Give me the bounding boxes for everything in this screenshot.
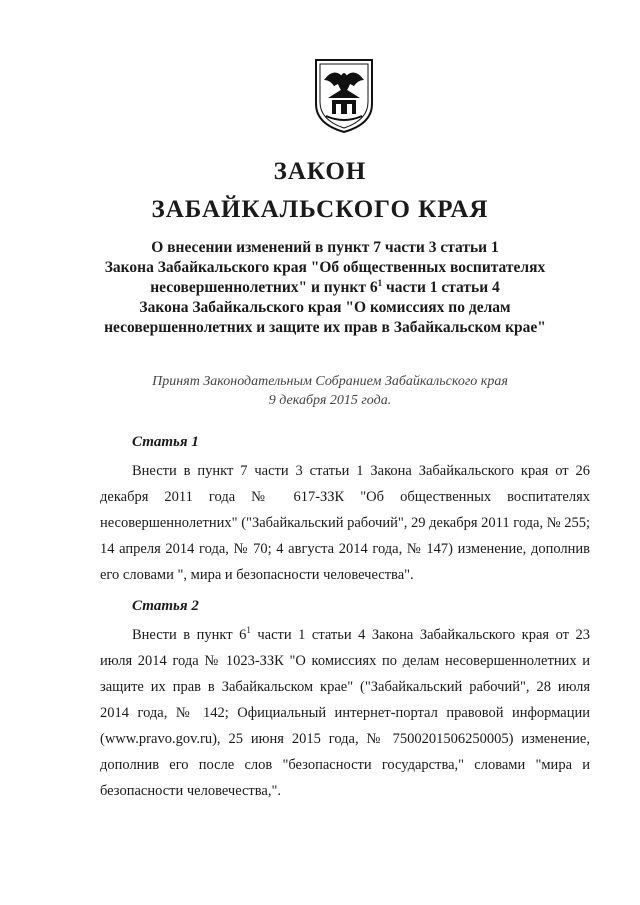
coat-of-arms-emblem — [314, 58, 374, 134]
law-region-title: ЗАБАЙКАЛЬСКОГО КРАЯ — [151, 196, 489, 223]
law-subtitle: О внесении изменений в пункт 7 части 3 статьи 1 Закона Забайкальского края "Об общественных воспитателях несовершеннолетних" и пункт $6^1$ части 1 статьи 4 Закона Забайкальского края "О комиссиях по делам несовершеннолетних и защите их прав в Забайкальском крае" — [104, 239, 546, 336]
article-2-text: Внести в пункт $6^1$ части 1 статьи 4 Закона Забайкальского края от 23 июля 2014 года № 1023-ЗЗК "О комиссиях по делам несовершеннолетних и защите их прав в Забайкальском крае" ("Забайкальский рабочий", 28 июля 2014 года, № 142; Официальный интернет-портал правовой информации (www.pravo.gov.ru), 25 июня 2015 года, № 7500201506250005) изменение, дополнив его после слов "безопасности государства," словами "мира и безопасности человечества,". — [100, 625, 590, 799]
article-2-heading: Статья 2 — [132, 598, 199, 614]
acceptance-note: Принят Законодательным Собранием Забайкальского края 9 декабря 2015 года. — [152, 374, 508, 408]
article-1-heading: Статья 1 — [132, 434, 199, 450]
article-1-text: Внести в пункт 7 части 3 статьи 1 Закона Забайкальского края от 26 декабря 2011 года № 617-ЗЗК "Об общественных воспитателях несовершеннолетних" ("Забайкальский рабочий", 29 декабря 2011 года, № 255; 14 апреля 2014 года, № 70; 4 августа 2014 года, № 147) изменение, дополнив его словами ", мира и безопасности человечества". — [100, 463, 590, 583]
law-title: ЗАКОН — [273, 158, 367, 185]
